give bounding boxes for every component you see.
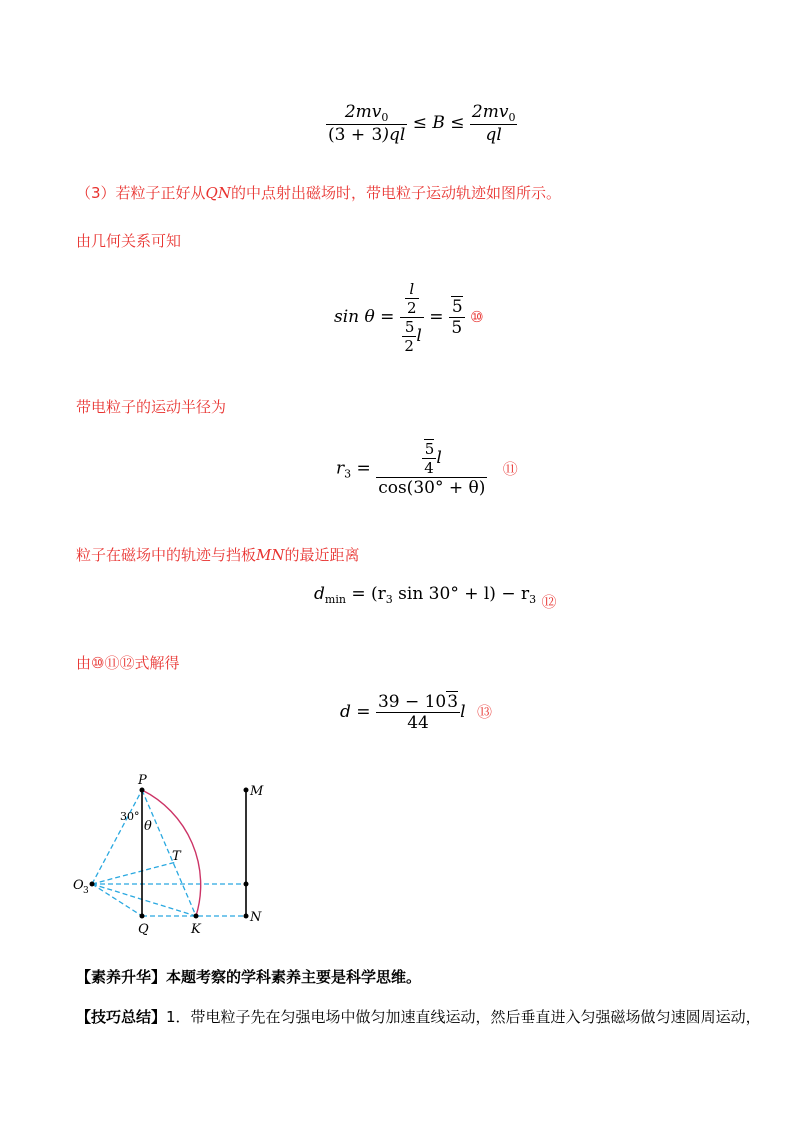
summary-technique: 【技巧总结】1．带电粒子先在匀强电场中做匀加速直线运动，然后垂直进入匀强磁场做匀速圆周运动， bbox=[76, 1008, 761, 1026]
dashed-o3-t bbox=[92, 862, 176, 884]
point-k bbox=[194, 914, 199, 919]
dashed-o3-k bbox=[92, 884, 196, 916]
label-k: K bbox=[191, 922, 201, 937]
point-o3 bbox=[90, 882, 95, 887]
inequality: ≤ B ≤ bbox=[412, 113, 465, 133]
dashed-o3-q bbox=[92, 884, 142, 916]
point-q bbox=[140, 914, 145, 919]
equation-marker-13: ⑬ bbox=[476, 703, 492, 721]
summary-literacy: 【素养升华】本题考察的学科素养主要是科学思维。 bbox=[76, 968, 422, 986]
formula-final: d = $\frac{39 - 103}{44}$ l ⑬ bbox=[340, 692, 492, 733]
point-mid bbox=[244, 882, 249, 887]
label-m: M bbox=[250, 784, 264, 799]
equation-marker-10: ⑩ bbox=[470, 308, 484, 326]
dashed-o3-p bbox=[92, 790, 142, 884]
label-q: Q bbox=[138, 922, 149, 937]
geometry-text: 由几何关系可知 bbox=[76, 232, 182, 250]
label-angle-30: 30° bbox=[120, 810, 140, 823]
label-o3: O bbox=[73, 878, 84, 893]
label-o3-sub: 3 bbox=[83, 886, 89, 896]
point-p bbox=[140, 788, 145, 793]
solve-text: 由⑩⑪⑫式解得 bbox=[76, 654, 180, 672]
label-theta: θ bbox=[144, 819, 152, 834]
equation-marker-11: ⑪ bbox=[502, 459, 518, 478]
point-m bbox=[244, 788, 249, 793]
formula-b-range bbox=[326, 102, 517, 145]
left-fraction: $\frac{2mv_0}{(3 + 3)ql}$ bbox=[328, 102, 406, 145]
equation-marker-12: ⑫ bbox=[541, 593, 557, 611]
trajectory-diagram bbox=[60, 768, 280, 948]
label-p: P bbox=[138, 773, 147, 788]
distance-text: 粒子在磁场中的轨迹与挡板MN的最近距离 bbox=[76, 546, 360, 564]
point-n bbox=[244, 914, 249, 919]
label-n: N bbox=[250, 910, 262, 925]
paragraph-3: （3）若粒子正好从QN的中点射出磁场时，带电粒子运动轨迹如图所示。 bbox=[76, 184, 561, 202]
label-t: T bbox=[172, 849, 181, 864]
formula-sin: sin θ = $\frac{l}{2}$ $\frac{5}{2}$ l = $\frac{5}{5}$ ⑩ bbox=[334, 280, 484, 355]
formula-r3: $r_3$ = $\frac{5}{4}$ l cos(30° + θ) ⑪ bbox=[336, 440, 518, 498]
radius-text: 带电粒子的运动半径为 bbox=[76, 398, 227, 416]
right-fraction: $\frac{2mv_0}{ql}$ bbox=[471, 102, 516, 145]
formula-dmin: $d_{min} = (r_3$ $\sin 30^\circ + l) - r_3$ ⑫ bbox=[314, 584, 557, 611]
